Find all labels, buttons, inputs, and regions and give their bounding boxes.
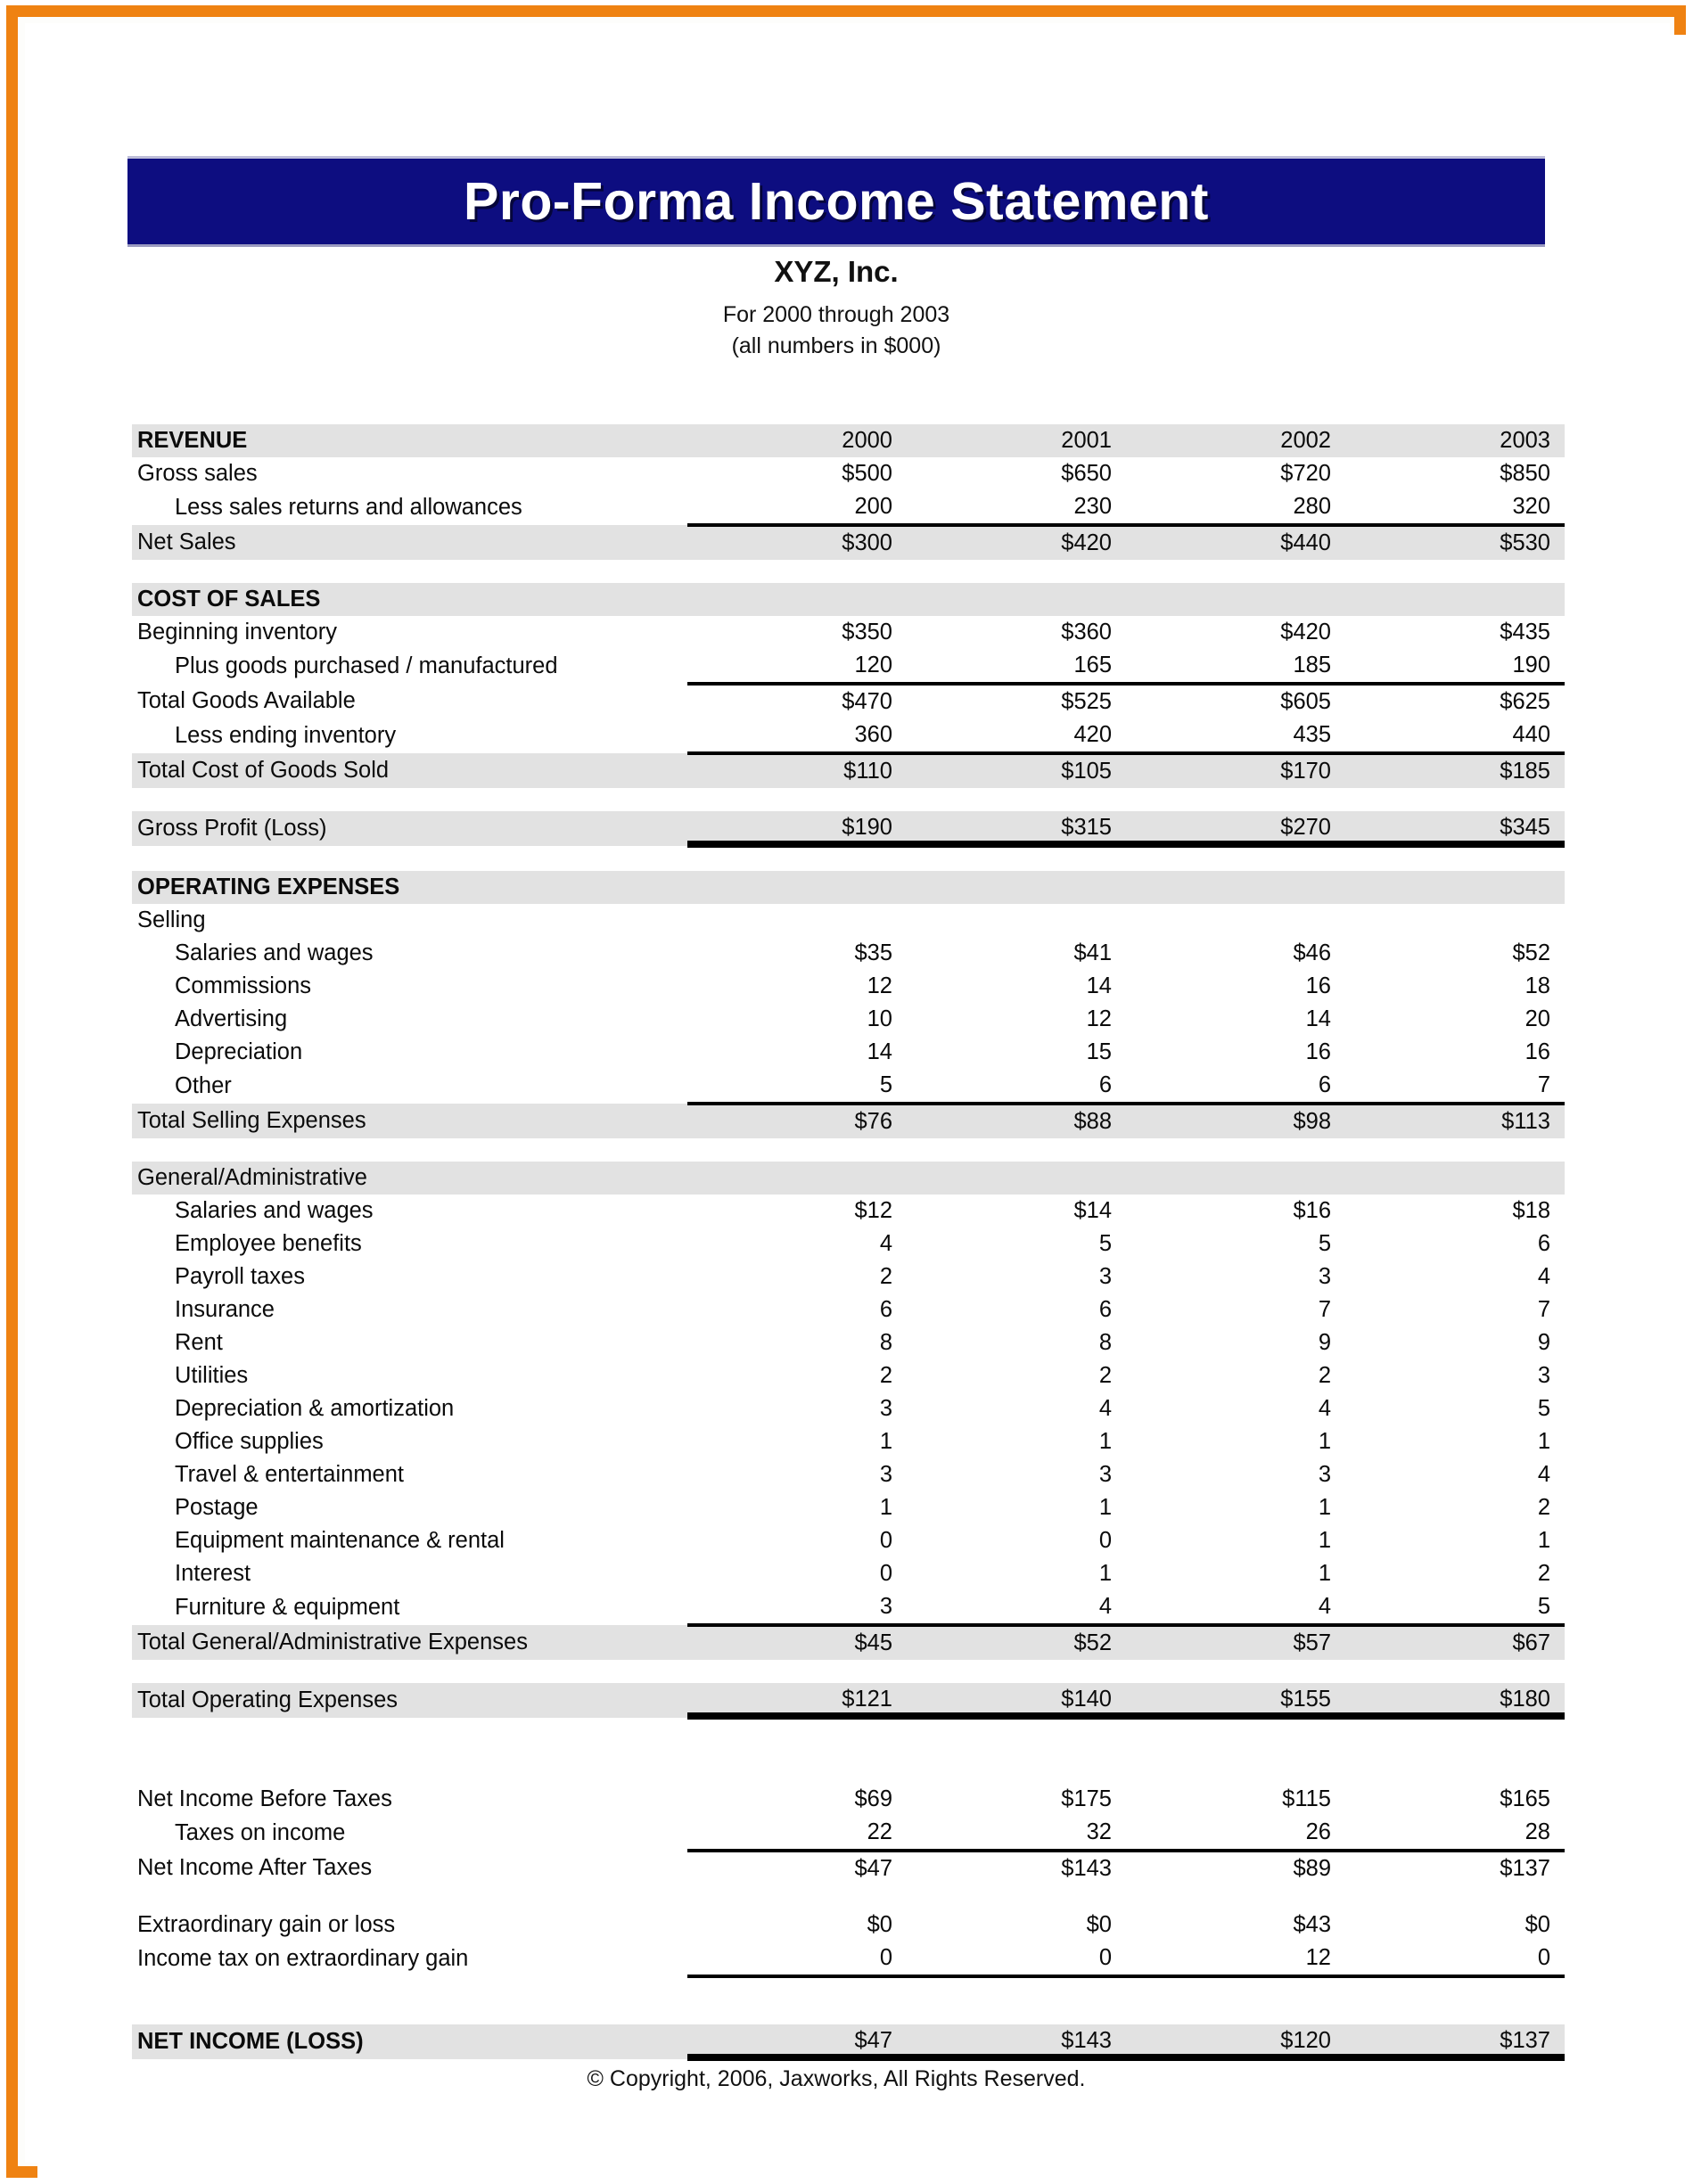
row-label: NET INCOME (LOSS) — [132, 2024, 687, 2059]
row-label: Extraordinary gain or loss — [137, 1911, 396, 1937]
row-label: Net Sales — [132, 525, 687, 560]
cell-2002: 3 — [1318, 1263, 1331, 1289]
cell-2000: 1 — [879, 1494, 892, 1520]
cell-2003: $137 — [1345, 1851, 1565, 1885]
cell-2003: $435 — [1500, 619, 1550, 645]
row-label: Employee benefits — [175, 1230, 362, 1256]
cell-2001: $41 — [1073, 940, 1112, 965]
cell-2001: 420 — [1073, 721, 1112, 747]
cell-2001: 0 — [1098, 1527, 1112, 1553]
cell-2001: $105 — [907, 753, 1126, 788]
cell-2002: 435 — [1293, 721, 1331, 747]
cell-2001: $14 — [1073, 1197, 1112, 1223]
spacer-row — [132, 846, 1565, 871]
cell-2000: 5 — [879, 1071, 892, 1097]
cell-2001: 15 — [1086, 1039, 1112, 1064]
row-label: Postage — [175, 1494, 259, 1520]
grand-total-row-net-income — [132, 2024, 1565, 2059]
subtotal-row-net-sales — [132, 525, 1565, 560]
cell-2002: $155 — [1126, 1683, 1345, 1718]
table-row — [132, 1036, 1565, 1069]
cell-2000: 14 — [867, 1039, 892, 1064]
row-label: Less ending inventory — [175, 722, 397, 748]
spacer-row — [132, 788, 1565, 811]
year-header-2003: 2003 — [1345, 424, 1565, 457]
spacer-row — [132, 1660, 1565, 1683]
cell-2003: $113 — [1345, 1104, 1565, 1138]
cell-2002: $170 — [1126, 753, 1345, 788]
table-row — [132, 1326, 1565, 1359]
table-row — [132, 1227, 1565, 1260]
cell-2001: 14 — [1086, 973, 1112, 998]
cell-2003: 440 — [1512, 721, 1550, 747]
cell-2000: $12 — [854, 1197, 892, 1223]
cell-2001: $650 — [1061, 460, 1112, 486]
cell-2001: 1 — [1098, 1560, 1112, 1586]
cell-2001: 1 — [1098, 1494, 1112, 1520]
cell-2002: $270 — [1126, 811, 1345, 846]
cell-2000: 3 — [879, 1395, 892, 1421]
cell-2003: 7 — [1537, 1296, 1550, 1322]
cell-2001 — [907, 871, 1126, 904]
section-header-operating-expenses — [132, 871, 1565, 904]
table-row — [132, 1069, 1565, 1104]
spacer-row — [132, 560, 1565, 583]
cell-2002: 1 — [1318, 1527, 1331, 1553]
cell-2002: 4 — [1318, 1395, 1331, 1421]
table-row — [132, 1557, 1565, 1590]
table-row — [132, 970, 1565, 1003]
row-label: Total Selling Expenses — [132, 1104, 687, 1138]
table-row — [132, 1590, 1565, 1625]
cell-2001: 165 — [1073, 652, 1112, 677]
row-label: Total Cost of Goods Sold — [132, 753, 687, 788]
cell-2000: 200 — [854, 493, 892, 519]
cell-2003: $185 — [1345, 753, 1565, 788]
cell-2001: 6 — [1098, 1296, 1112, 1322]
cell-2000: $500 — [842, 460, 892, 486]
cell-2003: 0 — [1537, 1944, 1550, 1970]
cell-2001: 1 — [1098, 1428, 1112, 1454]
table-row — [132, 1816, 1565, 1851]
cell-2002: 4 — [1318, 1593, 1331, 1619]
cell-2003: 5 — [1537, 1395, 1550, 1421]
group-title: General/Administrative — [132, 1162, 687, 1195]
cell-2003: $137 — [1345, 2024, 1565, 2059]
cell-2002: 3 — [1318, 1461, 1331, 1487]
cell-2003 — [1345, 1162, 1565, 1195]
row-label: Rent — [175, 1329, 223, 1355]
cell-2001: 230 — [1073, 493, 1112, 519]
row-label: Taxes on income — [175, 1819, 346, 1845]
row-label: Depreciation & amortization — [175, 1395, 455, 1421]
cell-2003: $52 — [1512, 940, 1550, 965]
cell-2002: 12 — [1305, 1944, 1331, 1970]
table-row — [132, 1425, 1565, 1458]
cell-2000: 2 — [879, 1362, 892, 1388]
group-header-general-administrative — [132, 1162, 1565, 1195]
cell-2001: 3 — [1098, 1461, 1112, 1487]
cell-2003: 190 — [1512, 652, 1550, 677]
cell-2002: $16 — [1293, 1197, 1331, 1223]
spacer-row — [132, 1769, 1565, 1783]
cell-2001: 4 — [1098, 1593, 1112, 1619]
cell-2002: 16 — [1305, 1039, 1331, 1064]
cell-2003: 6 — [1537, 1230, 1550, 1256]
cell-2002: $89 — [1126, 1851, 1345, 1885]
cell-2003: 1 — [1537, 1527, 1550, 1553]
cell-2002: $57 — [1126, 1625, 1345, 1660]
cell-2001: $88 — [907, 1104, 1126, 1138]
cell-2002: 280 — [1293, 493, 1331, 519]
row-label: Office supplies — [175, 1428, 324, 1454]
cell-2002: 14 — [1305, 1006, 1331, 1031]
cell-2003: $850 — [1500, 460, 1550, 486]
cell-2001: $175 — [1061, 1786, 1112, 1811]
cell-2003: 5 — [1537, 1593, 1550, 1619]
rule-row — [132, 1976, 1565, 2011]
cell-2003: 320 — [1512, 493, 1550, 519]
cell-2001: $140 — [907, 1683, 1126, 1718]
table-row — [132, 1909, 1565, 1942]
cell-2002: $420 — [1280, 619, 1331, 645]
cell-2002: 9 — [1318, 1329, 1331, 1355]
group-title: Selling — [137, 907, 206, 932]
cell-2000: 22 — [867, 1819, 892, 1844]
period-label: For 2000 through 2003 — [722, 302, 950, 327]
row-label: Total Operating Expenses — [132, 1683, 687, 1718]
cell-2002: 1 — [1318, 1560, 1331, 1586]
cell-2003: 2 — [1537, 1560, 1550, 1586]
row-label: Salaries and wages — [175, 1197, 374, 1223]
cell-2002: 5 — [1318, 1230, 1331, 1256]
income-statement-table — [132, 424, 1565, 2061]
cell-2002: 6 — [1318, 1071, 1331, 1097]
table-row — [132, 1359, 1565, 1392]
table-row — [132, 490, 1565, 525]
row-label: Utilities — [175, 1362, 249, 1388]
cell-2003 — [1345, 871, 1565, 904]
cell-2001: 8 — [1098, 1329, 1112, 1355]
subtotal-row-total-selling — [132, 1104, 1565, 1138]
cell-2003: $67 — [1345, 1625, 1565, 1660]
cell-2003: $345 — [1345, 811, 1565, 846]
cell-2002: $120 — [1126, 2024, 1345, 2059]
cell-2002 — [1126, 871, 1345, 904]
cell-2003: 3 — [1537, 1362, 1550, 1388]
cell-2003: $625 — [1345, 684, 1565, 718]
cell-2000: $35 — [854, 940, 892, 965]
row-label: Net Income Before Taxes — [137, 1786, 392, 1811]
cell-2000: $110 — [687, 753, 907, 788]
rule-cell — [1126, 1976, 1345, 2011]
cell-2000: 1 — [879, 1428, 892, 1454]
spacer-row — [132, 1718, 1565, 1769]
row-label: Income tax on extraordinary gain — [137, 1945, 469, 1971]
cell-2000: 120 — [854, 652, 892, 677]
section-title: REVENUE — [132, 424, 687, 457]
subtotal-row-total-goods-available — [132, 684, 1565, 718]
cell-2000 — [687, 583, 907, 616]
table-row — [132, 1392, 1565, 1425]
row-label: Other — [175, 1072, 232, 1098]
cell-2001: $0 — [1086, 1911, 1112, 1937]
cell-2000: $300 — [687, 525, 907, 560]
statement-sheet — [25, 23, 1670, 2163]
cell-2001: 6 — [1098, 1071, 1112, 1097]
cell-2003: 1 — [1537, 1428, 1550, 1454]
spacer-row — [132, 2011, 1565, 2024]
table-row — [132, 1491, 1565, 1524]
cell-2000: $0 — [867, 1911, 892, 1937]
table-row — [132, 1783, 1565, 1816]
cell-2000: 0 — [879, 1527, 892, 1553]
cell-2000: $76 — [687, 1104, 907, 1138]
cell-2001 — [907, 904, 1126, 937]
cell-2000: 8 — [879, 1329, 892, 1355]
section-header-revenue — [132, 424, 1565, 457]
cell-2000: 0 — [879, 1944, 892, 1970]
cell-2002 — [1126, 1162, 1345, 1195]
table-row — [132, 1003, 1565, 1036]
row-label: Gross Profit (Loss) — [132, 811, 687, 846]
cell-2000: 12 — [867, 973, 892, 998]
cell-2001: 5 — [1098, 1230, 1112, 1256]
cell-2000 — [687, 904, 907, 937]
cell-2002: $46 — [1293, 940, 1331, 965]
units-label: (all numbers in $000) — [731, 333, 941, 358]
table-row — [132, 649, 1565, 684]
cell-2002: $98 — [1126, 1104, 1345, 1138]
cell-2000: $47 — [687, 1851, 907, 1885]
cell-2002: $43 — [1293, 1911, 1331, 1937]
subtotal-row-gross-profit — [132, 811, 1565, 846]
cell-2003: $0 — [1525, 1911, 1550, 1937]
table-row — [132, 1293, 1565, 1326]
row-label: Payroll taxes — [175, 1263, 305, 1289]
table-row — [132, 718, 1565, 753]
cell-2002: $720 — [1280, 460, 1331, 486]
cell-2002: $115 — [1282, 1786, 1331, 1811]
cell-2002 — [1126, 904, 1345, 937]
cell-2001: $525 — [907, 684, 1126, 718]
cell-2001 — [907, 583, 1126, 616]
year-header-2002: 2002 — [1126, 424, 1345, 457]
cell-2000 — [687, 871, 907, 904]
cell-2001: $360 — [1061, 619, 1112, 645]
row-label: Total Goods Available — [137, 687, 356, 713]
section-title: OPERATING EXPENSES — [132, 871, 687, 904]
spacer-row — [132, 1138, 1565, 1162]
subtotal-row-total-operating-expenses — [132, 1683, 1565, 1718]
table-row — [132, 1458, 1565, 1491]
rule-cell — [907, 1976, 1126, 2011]
cell-2001: $143 — [907, 1851, 1126, 1885]
spacer-row — [132, 1885, 1565, 1909]
cell-2001: 4 — [1098, 1395, 1112, 1421]
cell-2002 — [1126, 583, 1345, 616]
row-label: Equipment maintenance & rental — [175, 1527, 505, 1553]
company-name: XYZ, Inc. — [774, 255, 899, 288]
row-label: Insurance — [175, 1296, 275, 1322]
cell-2000: 10 — [867, 1006, 892, 1031]
cell-2003: 4 — [1537, 1461, 1550, 1487]
cell-2001: $420 — [907, 525, 1126, 560]
cell-2001: 12 — [1086, 1006, 1112, 1031]
cell-2003: 7 — [1537, 1071, 1550, 1097]
cell-2000: $121 — [687, 1683, 907, 1718]
row-label: Travel & entertainment — [175, 1461, 405, 1487]
table-row — [132, 1524, 1565, 1557]
page-title: Pro-Forma Income Statement — [464, 171, 1209, 231]
row-label: Interest — [175, 1560, 251, 1586]
group-header-selling — [132, 904, 1565, 937]
cell-2003: 18 — [1525, 973, 1550, 998]
cell-2003: $180 — [1345, 1683, 1565, 1718]
row-label: Depreciation — [175, 1039, 303, 1064]
row-label: Plus goods purchased / manufactured — [175, 653, 558, 678]
subtotal-row-net-income-after-taxes — [132, 1851, 1565, 1885]
cell-2002: 16 — [1305, 973, 1331, 998]
rule-cell — [687, 1976, 907, 2011]
cell-2003 — [1345, 904, 1565, 937]
cell-2001: 2 — [1098, 1362, 1112, 1388]
cell-2000: 2 — [879, 1263, 892, 1289]
cell-2000: $190 — [687, 811, 907, 846]
cell-2003: $165 — [1500, 1786, 1550, 1811]
cell-2001: 32 — [1086, 1819, 1112, 1844]
row-label: Net Income After Taxes — [137, 1854, 373, 1880]
cell-2002: 1 — [1318, 1494, 1331, 1520]
table-row — [132, 1260, 1565, 1293]
table-row — [132, 937, 1565, 970]
cell-2003: $18 — [1512, 1197, 1550, 1223]
cell-2000: 0 — [879, 1560, 892, 1586]
row-label: Total General/Administrative Expenses — [132, 1625, 687, 1660]
cell-2003: 16 — [1525, 1039, 1550, 1064]
cell-2001: $143 — [907, 2024, 1126, 2059]
cell-2000: 6 — [879, 1296, 892, 1322]
cell-2002: $440 — [1126, 525, 1345, 560]
cell-2002: 185 — [1293, 652, 1331, 677]
cell-2000: 4 — [879, 1230, 892, 1256]
cell-2000: $47 — [687, 2024, 907, 2059]
title-banner — [127, 156, 1545, 247]
cell-2002: 26 — [1305, 1819, 1331, 1844]
section-title: COST OF SALES — [132, 583, 687, 616]
cell-2002: 1 — [1318, 1428, 1331, 1454]
cell-2002: $605 — [1126, 684, 1345, 718]
cell-2002: 7 — [1318, 1296, 1331, 1322]
row-label: Furniture & equipment — [175, 1594, 400, 1620]
subtotal-row-total-cogs — [132, 753, 1565, 788]
row-label: Beginning inventory — [137, 619, 337, 645]
row-label: Advertising — [175, 1006, 288, 1031]
cell-2003: $530 — [1345, 525, 1565, 560]
cell-2000: 3 — [879, 1593, 892, 1619]
cell-2000: $470 — [687, 684, 907, 718]
cell-2003: 2 — [1537, 1494, 1550, 1520]
table-row — [132, 457, 1565, 490]
cell-2001: 3 — [1098, 1263, 1112, 1289]
cell-2001: $52 — [907, 1625, 1126, 1660]
row-label: Gross sales — [137, 460, 258, 486]
cell-2001: $315 — [907, 811, 1126, 846]
cell-2003: 20 — [1525, 1006, 1550, 1031]
table-row — [132, 616, 1565, 649]
copyright-notice: © Copyright, 2006, Jaxworks, All Rights Reserved. — [587, 2066, 1086, 2091]
cell-2000 — [687, 1162, 907, 1195]
row-label: Salaries and wages — [175, 940, 374, 965]
cell-2000: 360 — [854, 721, 892, 747]
table-row — [132, 1195, 1565, 1227]
table-row — [132, 1942, 1565, 1976]
row-label: Less sales returns and allowances — [175, 494, 522, 520]
row-label: Commissions — [175, 973, 312, 998]
cell-2001 — [907, 1162, 1126, 1195]
cell-2001: 0 — [1098, 1944, 1112, 1970]
cell-2003 — [1345, 583, 1565, 616]
cell-2003: 28 — [1525, 1819, 1550, 1844]
subtotal-row-total-general-admin — [132, 1625, 1565, 1660]
cell-2003: 4 — [1537, 1263, 1550, 1289]
year-header-2000: 2000 — [687, 424, 907, 457]
rule-cell — [1345, 1976, 1565, 2011]
cell-2002: 2 — [1318, 1362, 1331, 1388]
cell-2000: $45 — [687, 1625, 907, 1660]
cell-2000: 3 — [879, 1461, 892, 1487]
cell-2000: $350 — [842, 619, 892, 645]
section-header-cost-of-sales — [132, 583, 1565, 616]
cell-2000: $69 — [854, 1786, 892, 1811]
cell-2003: 9 — [1537, 1329, 1550, 1355]
year-header-2001: 2001 — [907, 424, 1126, 457]
